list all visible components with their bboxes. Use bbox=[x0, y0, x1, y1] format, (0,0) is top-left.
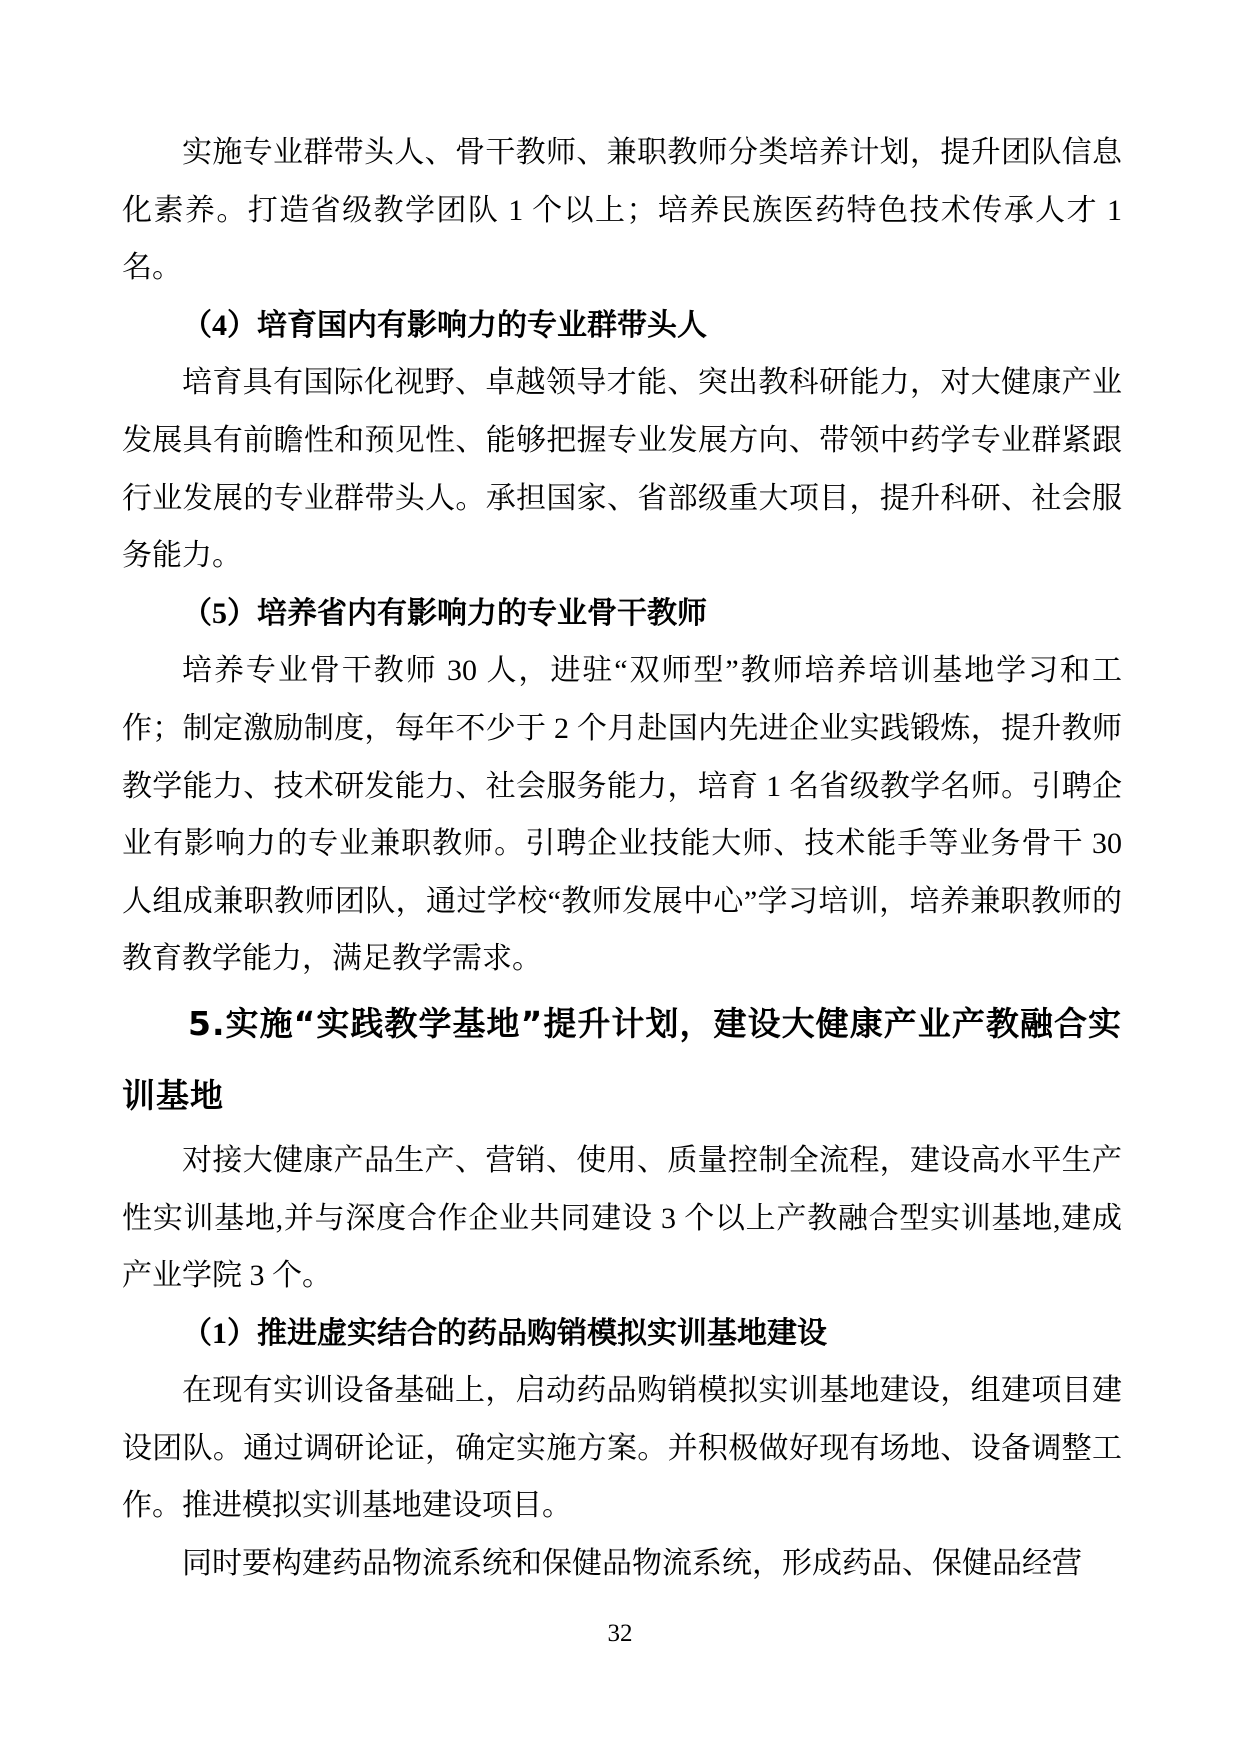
section-heading-5-cultivate-provincial-backbone-teachers: （5）培养省内有影响力的专业骨干教师 bbox=[182, 596, 707, 630]
page-content bbox=[122, 124, 1122, 1593]
section-heading-1-drug-purchase-sale-simulation-base: （1）推进虚实结合的药品购销模拟实训基地建设 bbox=[182, 1316, 827, 1350]
paragraph-teacher-classified-training: 实施专业群带头人、骨干教师、兼职教师分类培养计划，提升团队信息化素养。打造省级教学团队 1 个以上；培养民族医药特色技术传承人才 1 名。 bbox=[122, 136, 1122, 285]
paragraph-cultivate-group-leader: 培育具有国际化视野、卓越领导才能、突出教科研能力，对大健康产业发展具有前瞻性和预见性、能够把握专业发展方向、带领中药学专业群紧跟行业发展的专业群带头人。承担国家、省部级重大项目，提升科研、社会服务能力。 bbox=[122, 366, 1122, 573]
paragraph-simulation-base-project: 在现有实训设备基础上，启动药品购销模拟实训基地建设，组建项目建设团队。通过调研论证，确定实施方案。并积极做好现有场地、设备调整工作。推进模拟实训基地建设项目。 bbox=[122, 1374, 1122, 1523]
paragraph-backbone-teacher-training: 培养专业骨干教师 30 人，进驻“双师型”教师培养培训基地学习和工作；制定激励制度，每年不少于 2 个月赴国内先进企业实践锻炼，提升教师教学能力、技术研发能力、社会服务能力，培育 1 名省级教学名师。引聘企业有影响力的专业兼职教师。引聘企业技能大师、技术能手等业务骨干 30 人组成兼职教师团队，通过学校“教师发展中心”学习培训，培养兼职教师的教育教学能力，满足教学需求。 bbox=[122, 654, 1122, 976]
chapter-heading-5-practice-teaching-base-plan: 5.实施“实践教学基地”提升计划，建设大健康产业产教融合实训基地 bbox=[122, 1003, 1122, 1115]
paragraph-logistics-systems: 同时要构建药品物流系统和保健品物流系统，形成药品、保健品经营 bbox=[182, 1547, 1082, 1581]
paragraph-training-base-construction: 对接大健康产品生产、营销、使用、质量控制全流程，建设高水平生产性实训基地,并与深度合作企业共同建设 3 个以上产教融合型实训基地,建成产业学院 3 个。 bbox=[122, 1143, 1122, 1293]
page-number: 32 bbox=[607, 1620, 633, 1647]
section-heading-4-cultivate-national-leaders: （4）培育国内有影响力的专业群带头人 bbox=[182, 308, 707, 342]
